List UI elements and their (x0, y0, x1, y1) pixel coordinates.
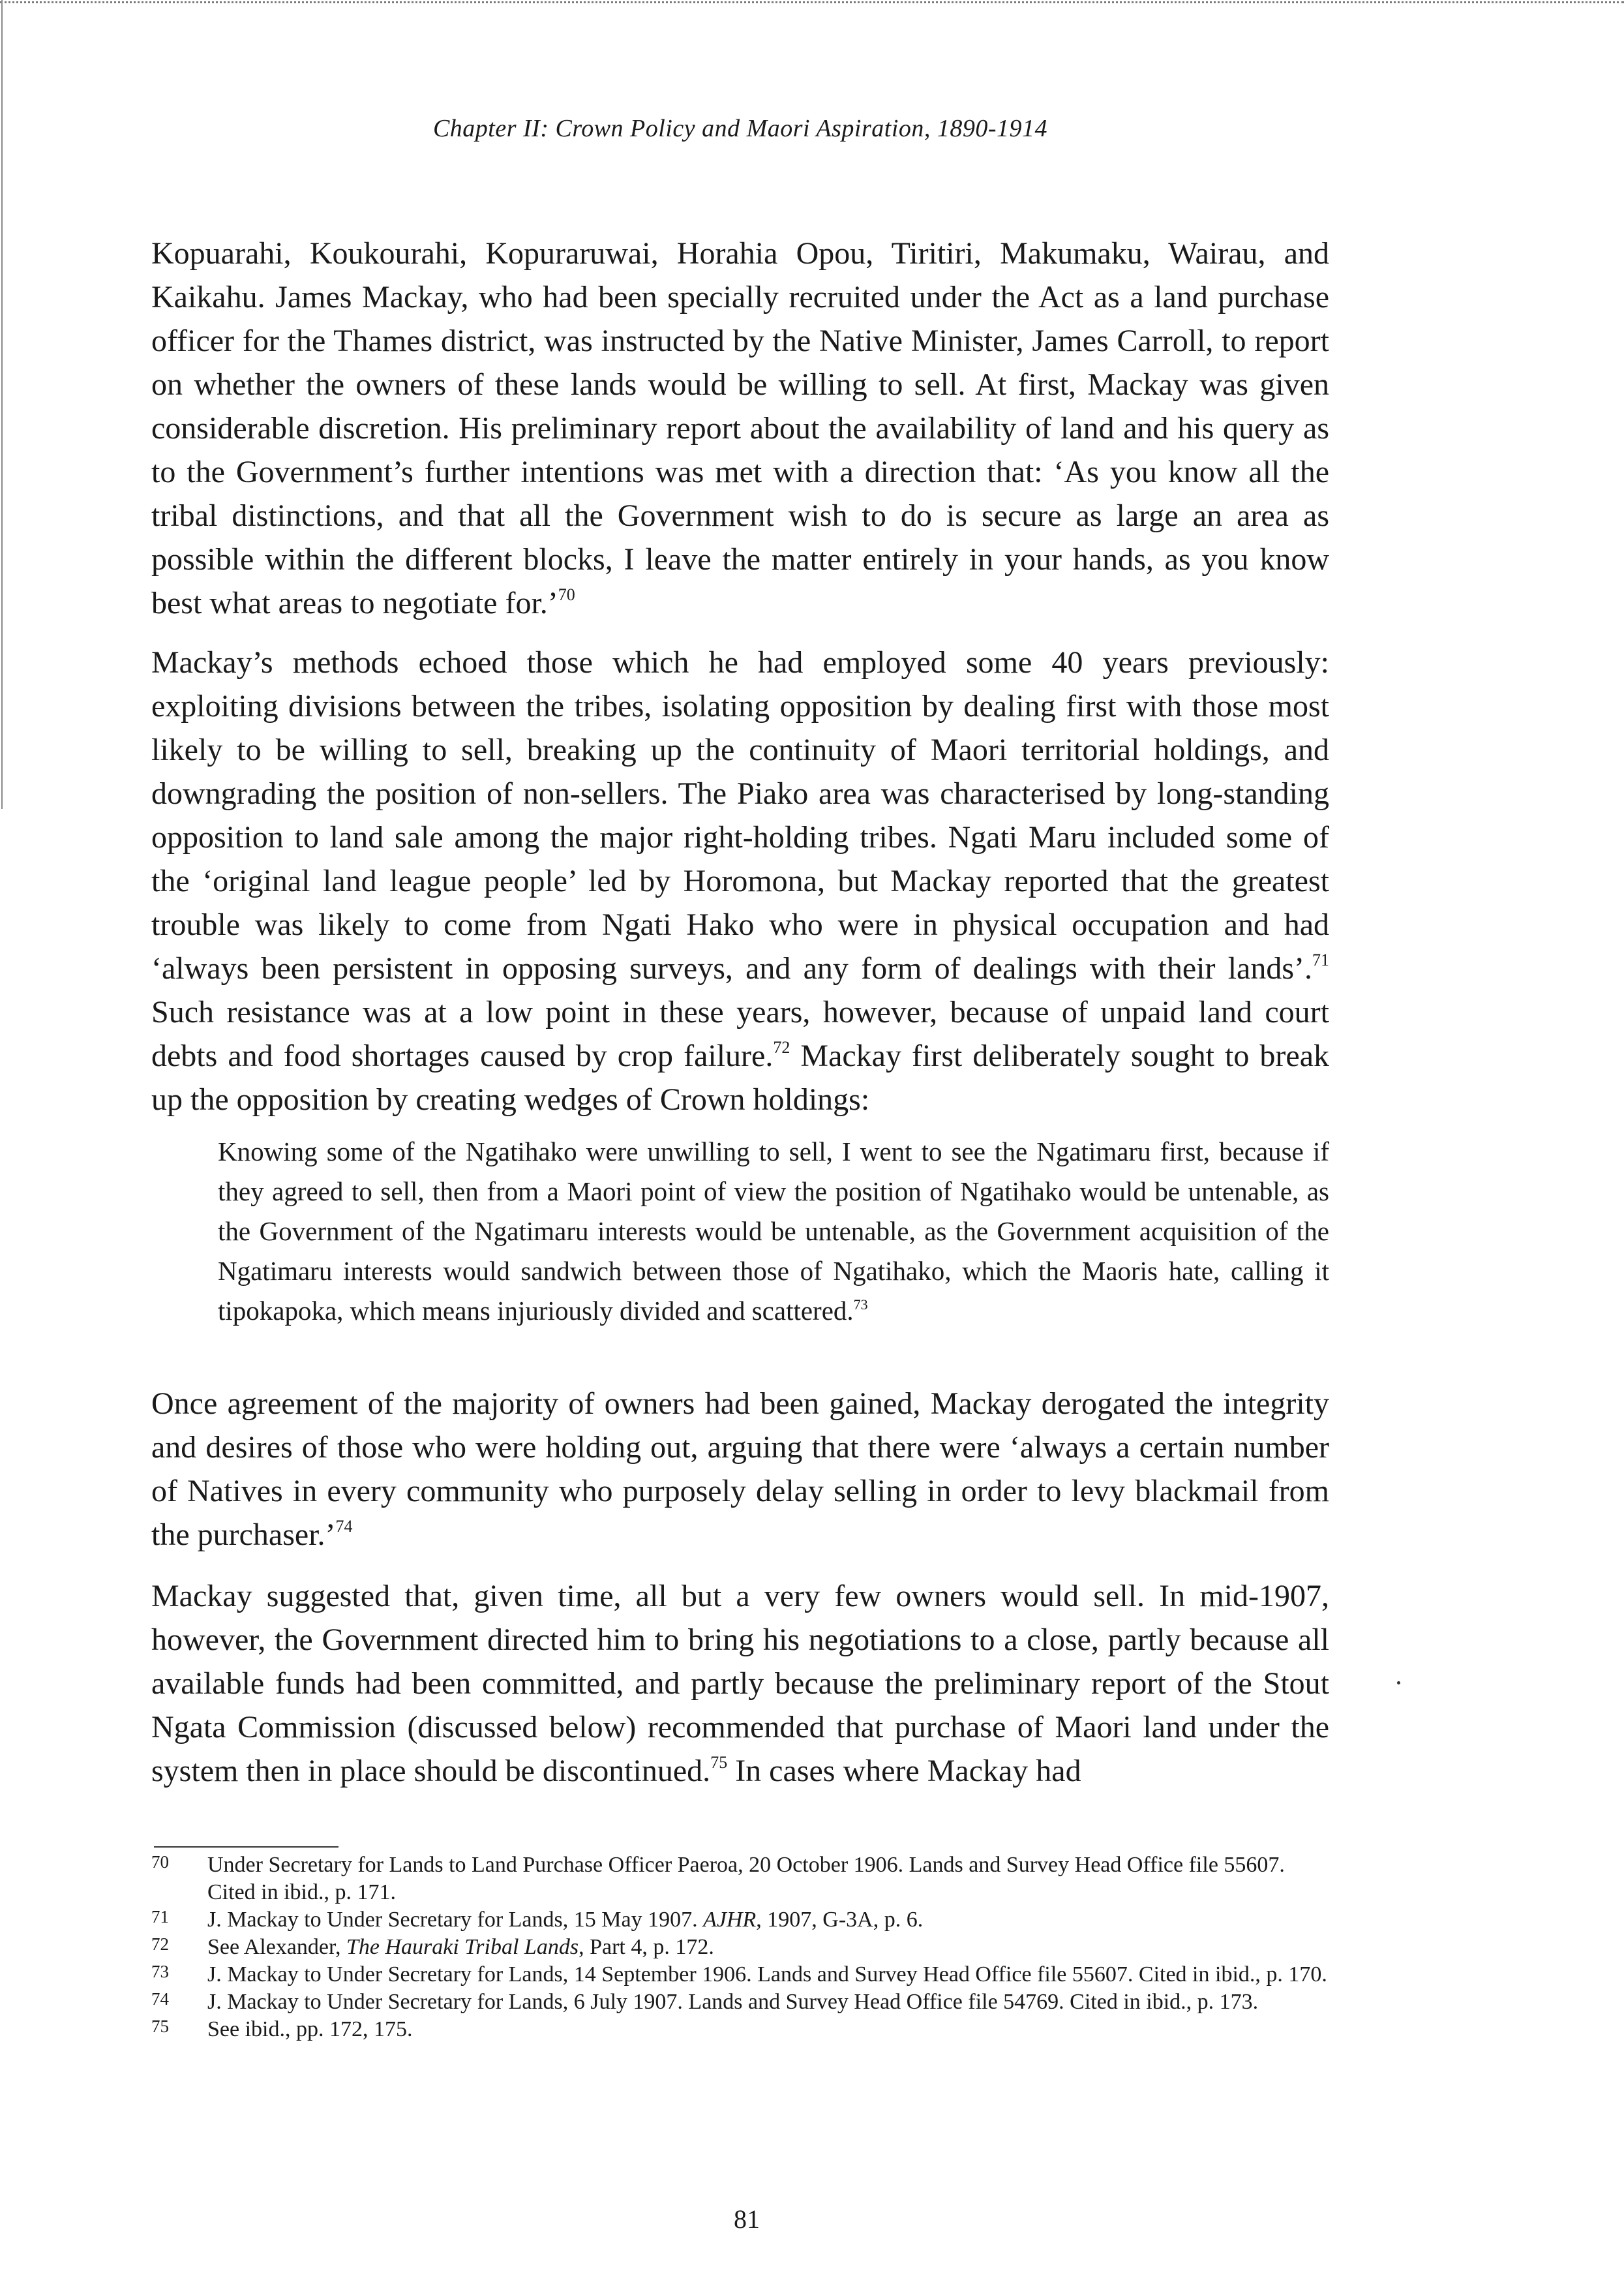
paragraph-text: Such resistance was at a low point in these years, however, because of unpaid land court debts and food shortages caused by crop failure. (151, 995, 1329, 1073)
running-head: Chapter II: Crown Policy and Maori Aspiration, 1890-1914 (432, 115, 1048, 142)
quote-text: Knowing some of the Ngatihako were unwilling to sell, I went to see the Ngatimaru first, because if they agreed to sell, then from a Maori point of view the position of Ngatihako would be untenable, as the Government of the Ngatimaru interests would be untenable, as the Government acquisition of the Ngatimaru interests would sandwich between those of Ngatihako, which the Maoris hate, calling it tipokapoka, which means injuriously divided and scattered. (218, 1136, 1329, 1326)
footnote-text: J. Mackay to Under Secretary for Lands, 15 May 1907. (207, 1908, 704, 1932)
footnote-71 (151, 1906, 1329, 1934)
footnote-ref[interactable]: 73 (853, 1296, 868, 1313)
footnote-ref[interactable]: 70 (558, 585, 575, 604)
paragraph-text: Once agreement of the majority of owners had been gained, Mackay derogated the integrity and desires of those who were holding out, arguing that there were ‘always a certain number of Natives in every community who purposely delay selling in order to levy blackmail from the purchaser.’ (151, 1386, 1329, 1552)
footnote-ref[interactable]: 72 (773, 1038, 790, 1057)
footnote-text: See ibid., pp. 172, 175. (207, 2017, 413, 2041)
footnote-ref[interactable]: 74 (335, 1517, 353, 1536)
page-number: 81 (734, 2204, 760, 2234)
footnote-text: J. Mackay to Under Secretary for Lands, 14 September 1906. Lands and Survey Head Office file 55607. Cited in ibid., p. 170. (207, 1962, 1327, 1987)
footnotes (151, 1851, 1329, 2043)
footnote-number: 71 (151, 1907, 169, 1926)
body-paragraph-4 (151, 1574, 1329, 1793)
scan-top-border (0, 1, 1624, 3)
footnote-number: 73 (151, 1962, 169, 1981)
block-quote (218, 1132, 1329, 1331)
paragraph-text: Mackay suggested that, given time, all but a very few owners would sell. In mid-1907, however, the Government directed him to bring his negotiations to a close, partly because all available funds had been committed, and partly because the preliminary report of the Stout Ngata Commission (discussed below) recommended that purchase of Maori land under the system then in place should be discontinued. (151, 1579, 1329, 1788)
footnote-number: 74 (151, 1989, 169, 2009)
paragraph-text: In cases where Mackay had (727, 1754, 1081, 1788)
paragraph-text: Mackay’s methods echoed those which he had employed some 40 years previously: exploiting divisions between the tribes, isolating opposition by dealing first with those most likely to be willing to sell, breaking up the continuity of Maori territorial holdings, and downgrading the position of non-sellers. The Piako area was characterised by long-standing opposition to land sale among the major right-holding tribes. Ngati Maru included some of the ‘original land league people’ led by Horomona, but Mackay reported that the greatest trouble was likely to come from Ngati Hako who were in physical occupation and had ‘always been persistent in opposing surveys, and any form of dealings with their lands’. (151, 645, 1329, 986)
footnote-italic: The Hauraki Tribal Lands (346, 1935, 579, 1959)
paragraph-text: Kopuarahi, Koukourahi, Kopuraruwai, Horahia Opou, Tiritiri, Makumaku, Wairau, and Kaikahu. James Mackay, who had been specially recruited under the Act as a land purchase officer for the Thames district, was instructed by the Native Minister, James Carroll, to report on whether the owners of these lands would be willing to sell. At first, Mackay was given considerable discretion. His preliminary report about the availability of land and his query as to the Government’s further intentions was met with a direction that: ‘As you know all the tribal distinctions, and that all the Government wish to do is secure as large an area as possible within the different blocks, I leave the matter entirely in your hands, as you know best what areas to negotiate for.’ (151, 236, 1329, 620)
footnote-75 (151, 2016, 1329, 2043)
footnote-72 (151, 1934, 1329, 1961)
footnote-number: 75 (151, 2017, 169, 2036)
body-paragraph-3 (151, 1382, 1329, 1557)
footnote-text: Under Secretary for Lands to Land Purchase Officer Paeroa, 20 October 1906. Lands and Survey Head Office file 55607. Cited in ibid., p. 171. (207, 1853, 1285, 1904)
footnote-73 (151, 1961, 1329, 1988)
footnote-ref[interactable]: 75 (710, 1753, 728, 1772)
footnote-italic: AJHR (703, 1908, 757, 1932)
footnote-text: , Part 4, p. 172. (579, 1935, 714, 1959)
footnote-74 (151, 1988, 1329, 2016)
footnote-text: J. Mackay to Under Secretary for Lands, 6 July 1907. Lands and Survey Head Office file 54769. Cited in ibid., p. 173. (207, 1990, 1259, 2014)
body-paragraph-1 (151, 232, 1329, 625)
footnote-70 (151, 1851, 1329, 1906)
paragraph-text: Mackay first deliberately sought to break up the opposition by creating wedges of Crown holdings: (151, 1039, 1330, 1117)
footnote-rule (154, 1846, 338, 1848)
footnote-number: 72 (151, 1934, 169, 1954)
footnote-number: 70 (151, 1852, 169, 1872)
footnote-ref[interactable]: 71 (1312, 951, 1329, 969)
footnote-text: , 1907, G-3A, p. 6. (756, 1908, 924, 1932)
footnote-text: See Alexander, (207, 1935, 346, 1959)
body-paragraph-2 (151, 641, 1329, 1121)
scan-speck (1397, 1681, 1400, 1684)
